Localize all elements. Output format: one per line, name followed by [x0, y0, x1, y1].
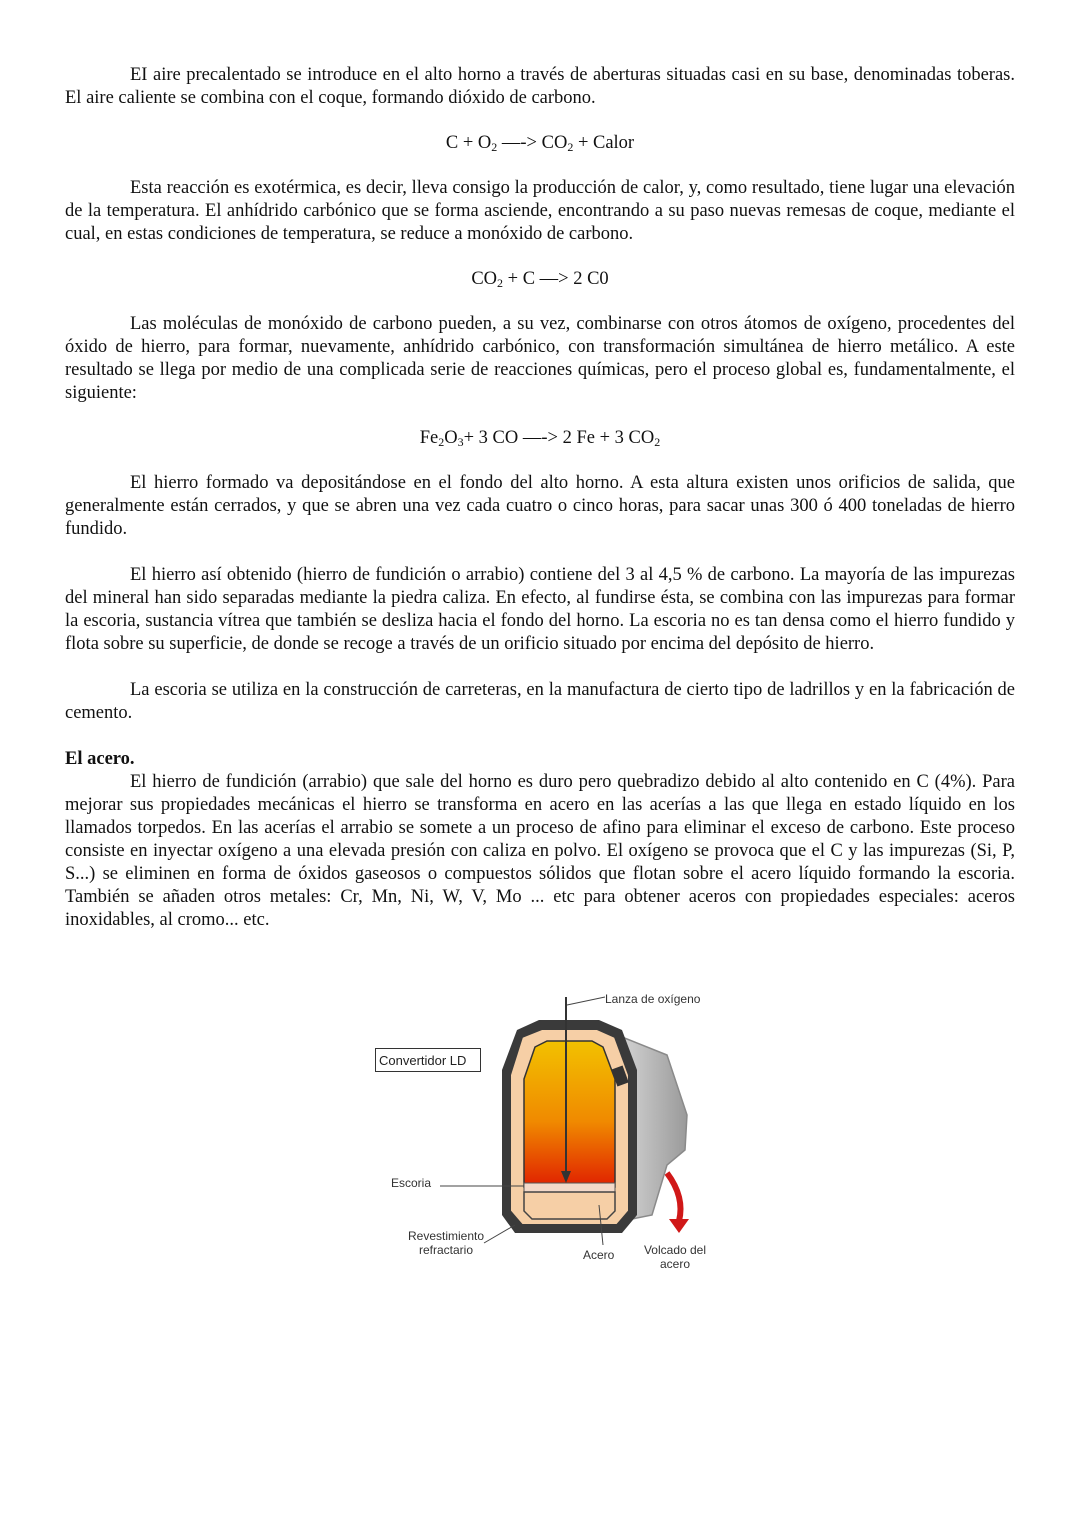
paragraph-steel: El hierro de fundición (arrabio) que sale del horno es duro pero quebradizo debido al alto contenido en C (4%). Para mejorar sus propiedades mecánicas el hierro se transforma en acero en las acerías a las que llega en estado líquido en los llamados torpedos. En las acerías el arrabio se somete a un proceso de afino para eliminar el exceso de carbono. Este proceso consiste en inyectar oxígeno a una elevada presión con caliza en polvo. El oxígeno se provoca que el C y las impurezas (Si, P, S...) se eliminen en forma de óxidos gaseosos o compuestos sólidos que flotan sobre el acero líquido formando la escoria. También se añaden otros metales: Cr, Mn, Ni, W, V, Mo ... etc para obtener aceros con propiedades especiales: aceros inoxidables, al cromo... etc. [65, 772, 1015, 930]
steel-tilt-label: Volcado del acero [643, 1243, 707, 1271]
converter-title-label: Convertidor LD [375, 1048, 481, 1072]
paragraph-hot-air: EI aire precalentado se introduce en el alto horno a través de aberturas situadas casi en su base, denominadas toberas. El aire caliente se combina con el coque, formando dióxido de carbono. [65, 65, 1015, 108]
steel-label: Acero [583, 1248, 615, 1262]
paragraph-iron-deposit: El hierro formado va depositándose en el fondo del alto horno. A esta altura existen unos orificios de salida, que generalmente están cerrados, y que se abren una vez cada cuatro o cinco horas, para sacar unas 300 ó 400 toneladas de hierro fundido. [65, 473, 1015, 539]
slag-label: Escoria [391, 1176, 432, 1190]
molten-bath [524, 1041, 615, 1187]
paragraph-pig-iron: El hierro así obtenido (hierro de fundición o arrabio) contiene del 3 al 4,5 % de carbono. La mayoría de las impurezas del mineral han sido separadas mediante la piedra caliza. En efecto, al fundirse ésta, se combina con las impurezas para formar la escoria, sustancia vítrea que también se desliza hacia el fondo del horno. La escoria no es tan densa como el hierro fundido y flota sobre su superficie, de donde se recoge a través de un orificio situado por encima del depósito de hierro. [65, 565, 1015, 654]
slag-layer [524, 1183, 615, 1192]
document-page [65, 64, 1015, 932]
equation-combustion: $C + O_2$ —-> $CO_2$ + Calor [445, 133, 635, 154]
tilt-arrow [667, 1173, 681, 1221]
paragraph-exothermic: Esta reacción es exotérmica, es decir, lleva consigo la producción de calor, y, como resultado, tiene lugar una elevación de la temperatura. El anhídrido carbónico que se forma asciende, encontrando a su paso nuevas remesas de coque, mediante el cual, en estas condiciones de temperatura, se reduce a monóxido de carbono. [65, 178, 1015, 244]
refractory-lining-label: Revestimiento refractario [407, 1229, 485, 1257]
oxygen-lance-label: Lanza de oxígeno [605, 992, 701, 1006]
ld-converter-figure [367, 975, 727, 1290]
paragraph-slag-uses: La escoria se utiliza en la construcción de carreteras, en la manufactura de cierto tipo de ladrillos y en la fabricación de cemento. [65, 680, 1015, 723]
equation-iron-oxide: $Fe_2O_3+ 3$ CO —-> 2 Fe + 3 $CO_2$ [419, 428, 661, 449]
steel-bath [524, 1192, 615, 1219]
equation-reduction: $CO_2 + C$ —> 2 C0 [471, 269, 609, 290]
section-title-steel: El acero. [65, 749, 135, 769]
paragraph-co-molecules: Las moléculas de monóxido de carbono pueden, a su vez, combinarse con otros átomos de oxígeno, procedentes del óxido de hierro, para formar, nuevamente, anhídrido carbónico, con transformación simultánea de hierro metálico. A este resultado se llega por medio de una complicada serie de reacciones químicas, pero el proceso global es, fundamentalmente, el siguiente: [65, 314, 1015, 403]
